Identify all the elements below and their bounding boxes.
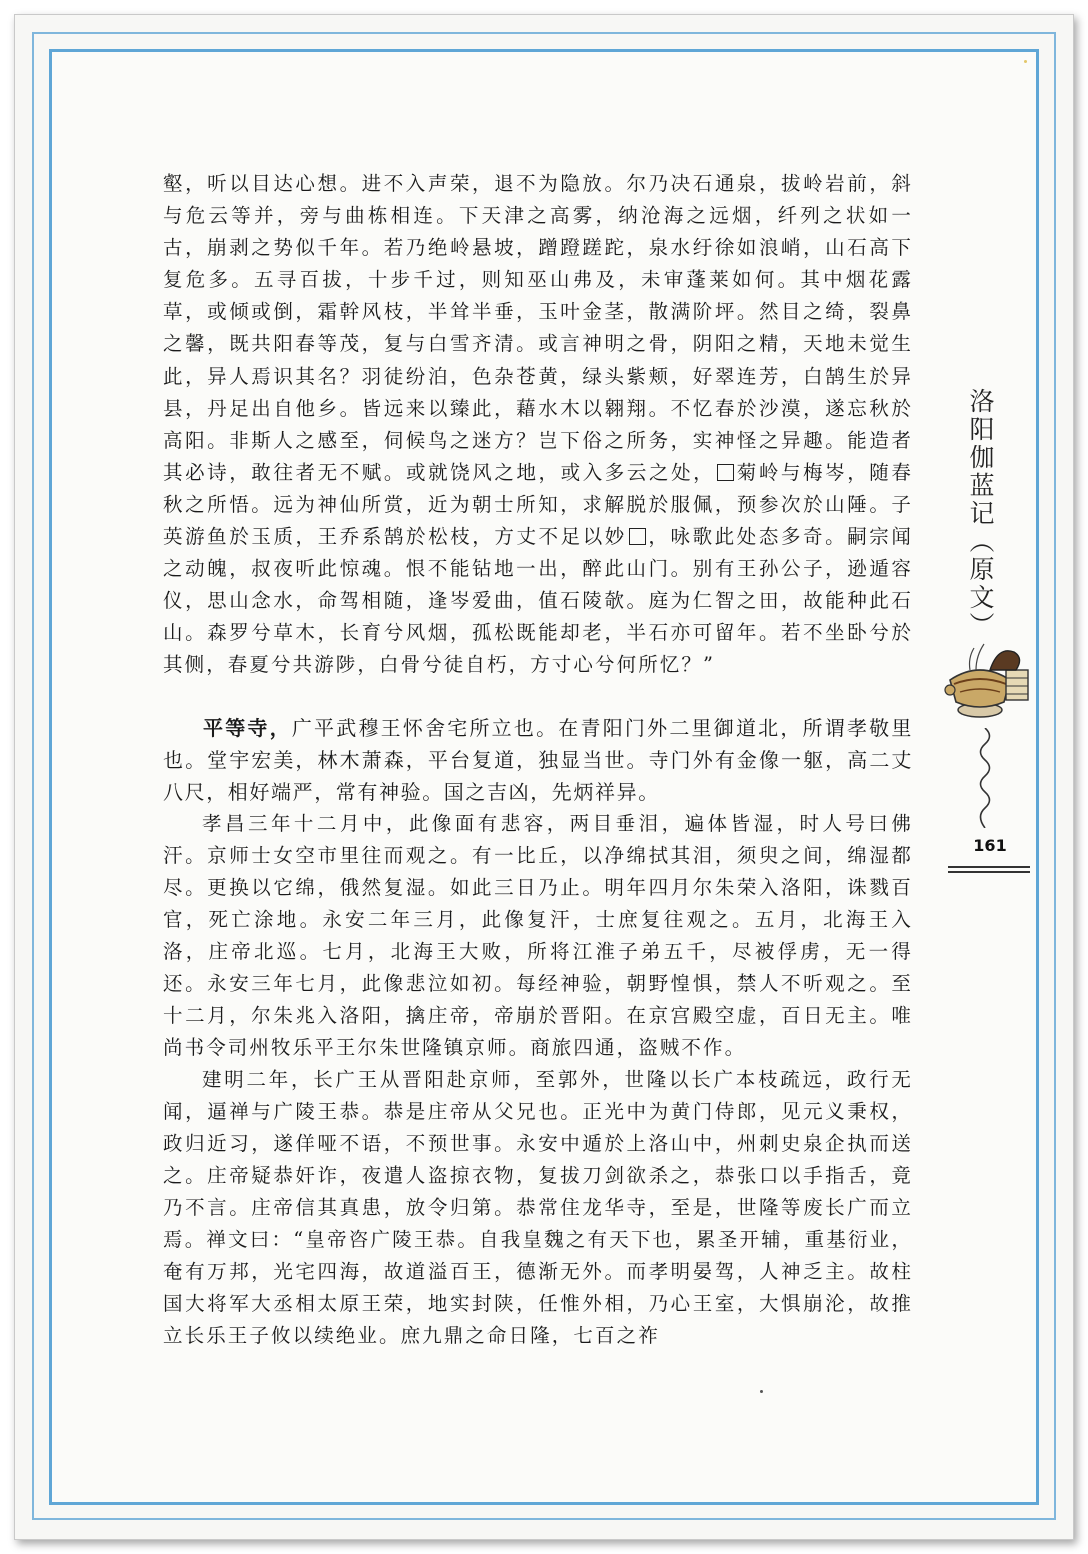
text-run: 壑，听以目达心想。进不入声荣，退不为隐放。尔乃决石通泉，拔岭岩前，斜与危云等并，旁与曲栋相连。下天津之高雾，纳沧海之远烟，纤列之状如一古，崩剥之势似千年。若乃绝岭悬坡，蹭蹬蹉跎，泉水纡徐如浪峭，山石高下复危多。五寻百拔，十步千过，则知巫山弗及，未审蓬莱如何。其中烟花露草，或倾或倒，霜幹风枝，半耸半垂，玉叶金茎，散满阶坪。然目之绮，裂鼻之馨，既共阳春等茂，复与白雪齐清。或言神明之骨，阴阳之精，天地未觉生此，异人焉识其名？羽徒纷泊，色杂苍黄，绿头紫颊，好翠连芳，白鹄生於异县，丹足出自他乡。皆远来以臻此，藉水木以翱翔。不忆春於沙漠，遂忘秋於高阳。非斯人之感至，伺候鸟之迷方？岂下俗之所务，实神怪之异趣。能造者其必诗，敢往者无不赋。或就饶风之地，或入多云之处，: [163, 172, 913, 484]
page-number-rule: [948, 871, 1030, 873]
paragraph-poem: [163, 168, 913, 682]
page-number: 161: [973, 836, 1007, 855]
body-text: [163, 168, 913, 1352]
missing-character-box: [629, 528, 646, 545]
text-run: 菊岭与梅岑，随春秋之所悟。远为神仙所赏，近为朝士所知，求解脱於服佩，预参次於山陲。子英游鱼於玉质，王乔系鹄於松枝，方丈不足以妙: [163, 460, 913, 549]
incense-burner-illustration: [940, 640, 1032, 720]
paragraph-jianming: 建明二年，长广王从晋阳赴京师，至郭外，世隆以长广本枝疏远，政行无闻，逼禅与广陵王恭。恭是庄帝从父兄也。正光中为黄门侍郎，见元义秉权，政归近习，遂佯哑不语，不预世事。永安中遁於上洛山中，州刺史泉企执而送之。庄帝疑恭奸诈，夜遣人盗掠衣物，复拔刀剑欲杀之，恭张口以手指舌，竟乃不言。庄帝信其真患，放令归第。恭常住龙华寺，至是，世隆等废长广而立焉。禅文曰：“皇帝咨广陵王恭。自我皇魏之有天下也，累圣开辅，重基衍业，奄有万邦，光宅四海，故道溢百王，德渐无外。而孝明晏驾，人神乏主。故柱国大将军大丞相太原王荣，地实封陕，任惟外相，乃心王室，大惧崩沦，故推立长乐王子攸以续绝业。庶九鼎之命日隆，七百之祚: [163, 1067, 913, 1347]
page-number-rule: [948, 866, 1030, 868]
decorative-wave-line: [970, 728, 1000, 828]
speck: [1024, 60, 1027, 63]
text-run: 广平武穆王怀舍宅所立也。在青阳门外二里御道北，所谓孝敬里也。堂宇宏美，林木萧森，平台复道，独显当世。寺门外有金像一躯，高二丈八尺，相好端严，常有神验。国之吉凶，先炳祥异。: [163, 715, 913, 804]
text-run: ，咏歌此处态多奇。嗣宗闻之动魄，叔夜听此惊魂。恨不能钻地一出，醉此山门。别有王孙公子，逊遁容仪，思山念水，命驾相随，逢岑爱曲，值石陵欹。庭为仁智之田，故能种此石山。森罗兮草木，长育兮风烟，孤松既能却老，半石亦可留年。若不坐卧兮於其侧，春夏兮共游陟，白骨兮徒自朽，方寸心兮何所忆？”: [163, 525, 913, 677]
running-title: 洛阳伽蓝记（原文）: [966, 388, 995, 640]
temple-name: 平等寺，: [203, 715, 292, 740]
paragraph-pingdeng-temple: [163, 712, 913, 808]
speck: [760, 1390, 763, 1393]
missing-character-box: [717, 464, 734, 481]
paragraph-xiaochang: 孝昌三年十二月中，此像面有悲容，两目垂泪，遍体皆湿，时人号曰佛汗。京师士女空市里往而观之。有一比丘，以净绵拭其泪，须臾之间，绵湿都尽。更换以它绵，俄然复湿。如此三日乃止。明年四月尔朱荣入洛阳，诛戮百官，死亡涂地。永安二年三月，此像复汗，士庶复往观之。五月，北海王入洛，庄帝北巡。七月，北海王大败，所将江淮子弟五千，尽被俘虏，无一得还。永安三年七月，此像悲泣如初。每经神验，朝野惶惧，禁人不听观之。至十二月，尔朱兆入洛阳，擒庄帝，帝崩於晋阳。在京宫殿空虚，百日无主。唯尚书令司州牧乐平王尔朱世隆镇京师。商旅四通，盗贼不作。: [163, 811, 913, 1059]
